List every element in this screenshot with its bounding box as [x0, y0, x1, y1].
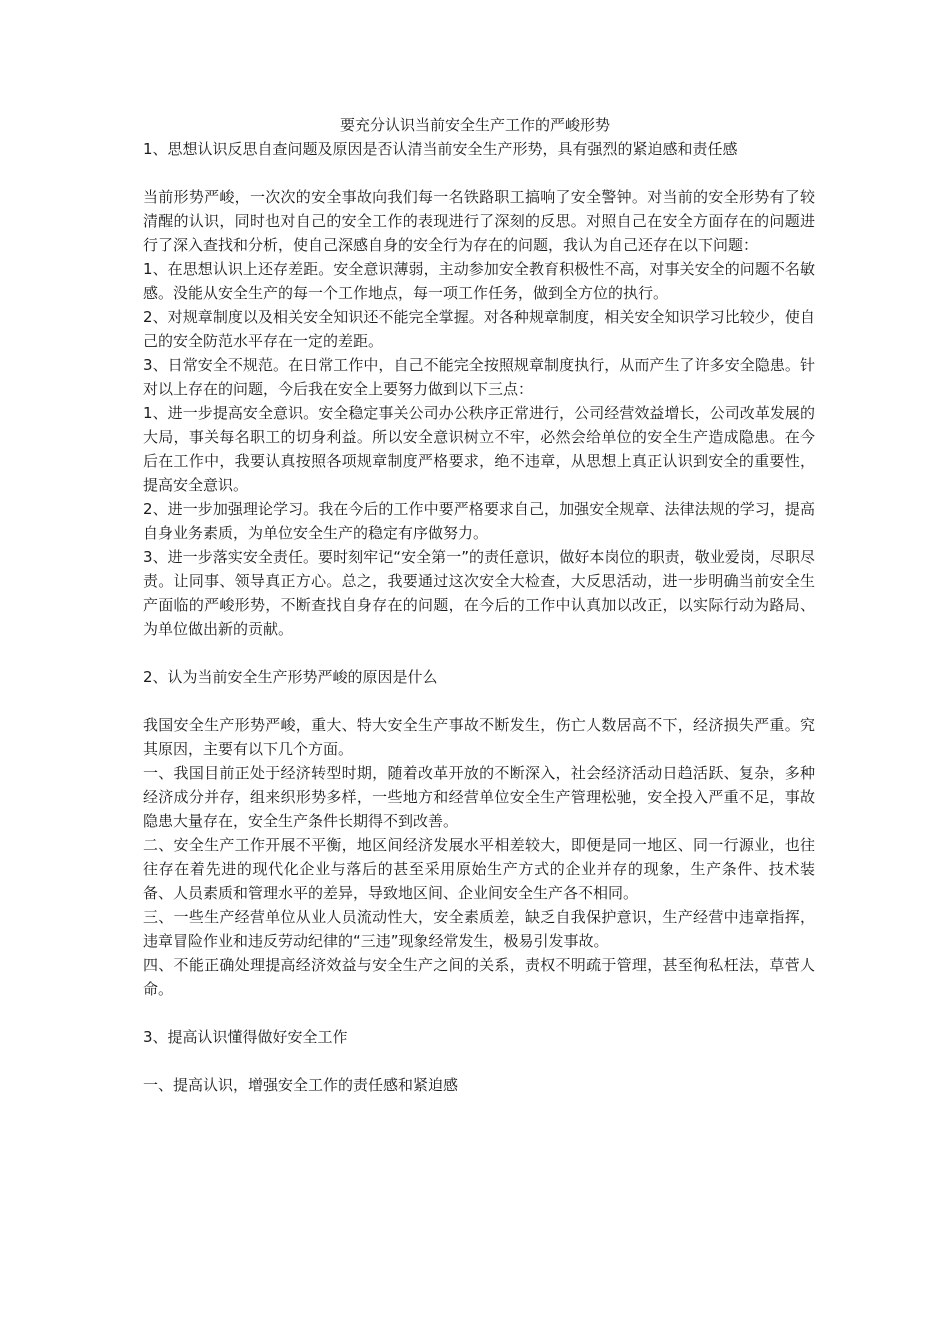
paragraph-gap — [143, 1001, 815, 1025]
reason-item-1: 一、我国目前正处于经济转型时期，随着改革开放的不断深入，社会经济活动日趋活跃、复杂，多种经济成分并存，组来织形势多样，一些地方和经营单位安全生产管理松驰，安全投入严重不足，事故隐患大量存在，安全生产条件长期得不到改善。 — [143, 764, 815, 830]
problem-item-3: 3、日常安全不规范。在日常工作中，自己不能完全按照规章制度执行，从而产生了许多安全隐患。针对以上存在的问题，今后我在安全上要努力做到以下三点： — [143, 356, 815, 398]
reason-item-4: 四、不能正确处理提高经济效益与安全生产之间的关系，责权不明疏于管理，甚至徇私枉法，草菅人命。 — [143, 956, 815, 998]
section3-heading: 3、提高认识懂得做好安全工作 — [143, 1028, 348, 1046]
reason-item-2: 二、安全生产工作开展不平衡，地区间经济发展水平相差较大，即便是同一地区、同一行源业，也往往存在着先进的现代化企业与落后的甚至采用原始生产方式的企业并存的现象，生产条件、技术装备、人员素质和管理水平的差异，导致地区间、企业间安全生产各不相同。 — [143, 836, 815, 902]
problem-item-1: 1、在思想认识上还存差距。安全意识薄弱，主动参加安全教育积极性不高，对事关安全的问题不名敏感。没能从安全生产的每一个工作地点，每一项工作任务，做到全方位的执行。 — [143, 260, 815, 302]
action-item-3: 3、进一步落实安全责任。要时刻牢记“安全第一”的责任意识，做好本岗位的职责，敬业爱岗，尽职尽责。让同事、领导真正方心。总之，我要通过这次安全大检查，大反思活动，进一步明确当前安全生产面临的严峻形势，不断查找自身存在的问题，在今后的工作中认真加以改正，以实际行动为路局、为单位做出新的贡献。 — [143, 548, 815, 638]
action-item-2: 2、进一步加强理论学习。我在今后的工作中要严格要求自己，加强安全规章、法律法规的学习，提高自身业务素质，为单位安全生产的稳定有序做努力。 — [143, 500, 815, 542]
section1-intro: 当前形势严峻，一次次的安全事故向我们每一名铁路职工搞响了安全警钟。对当前的安全形势有了较清醒的认识，同时也对自己的安全工作的表现进行了深刻的反思。对照自己在安全方面存在的问题进行了深入查找和分析，使自己深感自身的安全行为存在的问题，我认为自己还存在以下问题： — [143, 188, 815, 254]
document-title: 要充分认识当前安全生产工作的严峻形势 — [339, 116, 610, 134]
section2-heading: 2、认为当前安全生产形势严峻的原因是什么 — [143, 668, 438, 686]
paragraph-gap — [143, 1049, 815, 1073]
paragraph-gap — [143, 161, 815, 185]
paragraph-gap — [143, 641, 815, 665]
action-item-1: 1、进一步提高安全意识。安全稳定事关公司办公秩序正常进行，公司经营效益增长，公司改革发展的大局，事关每名职工的切身利益。所以安全意识树立不牢，必然会给单位的安全生产造成隐患。在今后在工作中，我要认真按照各项规章制度严格要求，绝不违章，从思想上真正认识到安全的重要性，提高安全意识。 — [143, 404, 815, 494]
section3-subheading: 一、提高认识，增强安全工作的责任感和紧迫感 — [143, 1076, 459, 1094]
document-body — [143, 137, 815, 1097]
paragraph-gap — [143, 689, 815, 713]
problem-item-2: 2、对规章制度以及相关安全知识还不能完全掌握。对各种规章制度，相关安全知识学习比较少，使自己的安全防范水平存在一定的差距。 — [143, 308, 815, 350]
section1-heading: 1、思想认识反思自查问题及原因是否认清当前安全生产形势，具有强烈的紧迫感和责任感 — [143, 140, 738, 158]
section2-intro: 我国安全生产形势严峻，重大、特大安全生产事故不断发生，伤亡人数居高不下，经济损失严重。究其原因，主要有以下几个方面。 — [143, 716, 815, 758]
reason-item-3: 三、一些生产经营单位从业人员流动性大，安全素质差，缺乏自我保护意识，生产经营中违章指挥，违章冒险作业和违反劳动纪律的“三违”现象经常发生，极易引发事故。 — [143, 908, 815, 950]
